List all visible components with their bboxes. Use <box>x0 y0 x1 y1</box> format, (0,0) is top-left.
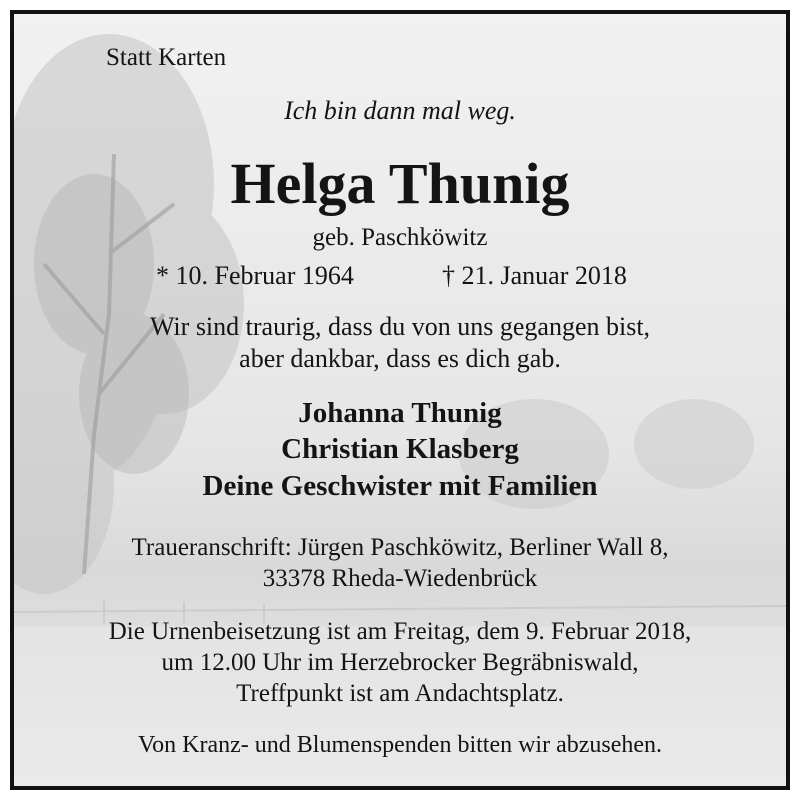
funeral-info-line: Die Urnenbeisetzung ist am Freitag, dem 9. Februar 2018, <box>108 618 692 645</box>
header-statt-karten: Statt Karten <box>106 44 227 71</box>
mourning-address-line: Traueranschrift: Jürgen Paschköwitz, Berliner Wall 8, <box>131 534 669 561</box>
motto: Ich bin dann mal weg. <box>284 96 516 125</box>
flowers-note: Von Kranz- und Blumenspenden bitten wir abzusehen. <box>137 732 663 758</box>
funeral-info-line: um 12.00 Uhr im Herzebrocker Begräbniswald, <box>161 649 639 676</box>
obituary-notice <box>10 10 790 790</box>
funeral-info-line: Treffpunkt ist am Andachtsplatz. <box>236 680 564 707</box>
mourning-address-line: 33378 Rheda-Wiedenbrück <box>262 565 538 592</box>
death-date: † 21. Januar 2018 <box>442 261 627 290</box>
deceased-name: Helga Thunig <box>230 151 570 216</box>
birth-date: * 10. Februar 1964 <box>156 261 354 290</box>
verse-line: aber dankbar, dass es dich gab. <box>239 344 561 373</box>
verse-line: Wir sind traurig, dass du von uns gegangen bist, <box>149 312 651 341</box>
mourner-name: Deine Geschwister mit Familien <box>202 470 598 502</box>
mourner-name: Johanna Thunig <box>298 397 502 429</box>
mourner-name: Christian Klasberg <box>281 433 519 465</box>
maiden-name: geb. Paschköwitz <box>312 224 488 251</box>
